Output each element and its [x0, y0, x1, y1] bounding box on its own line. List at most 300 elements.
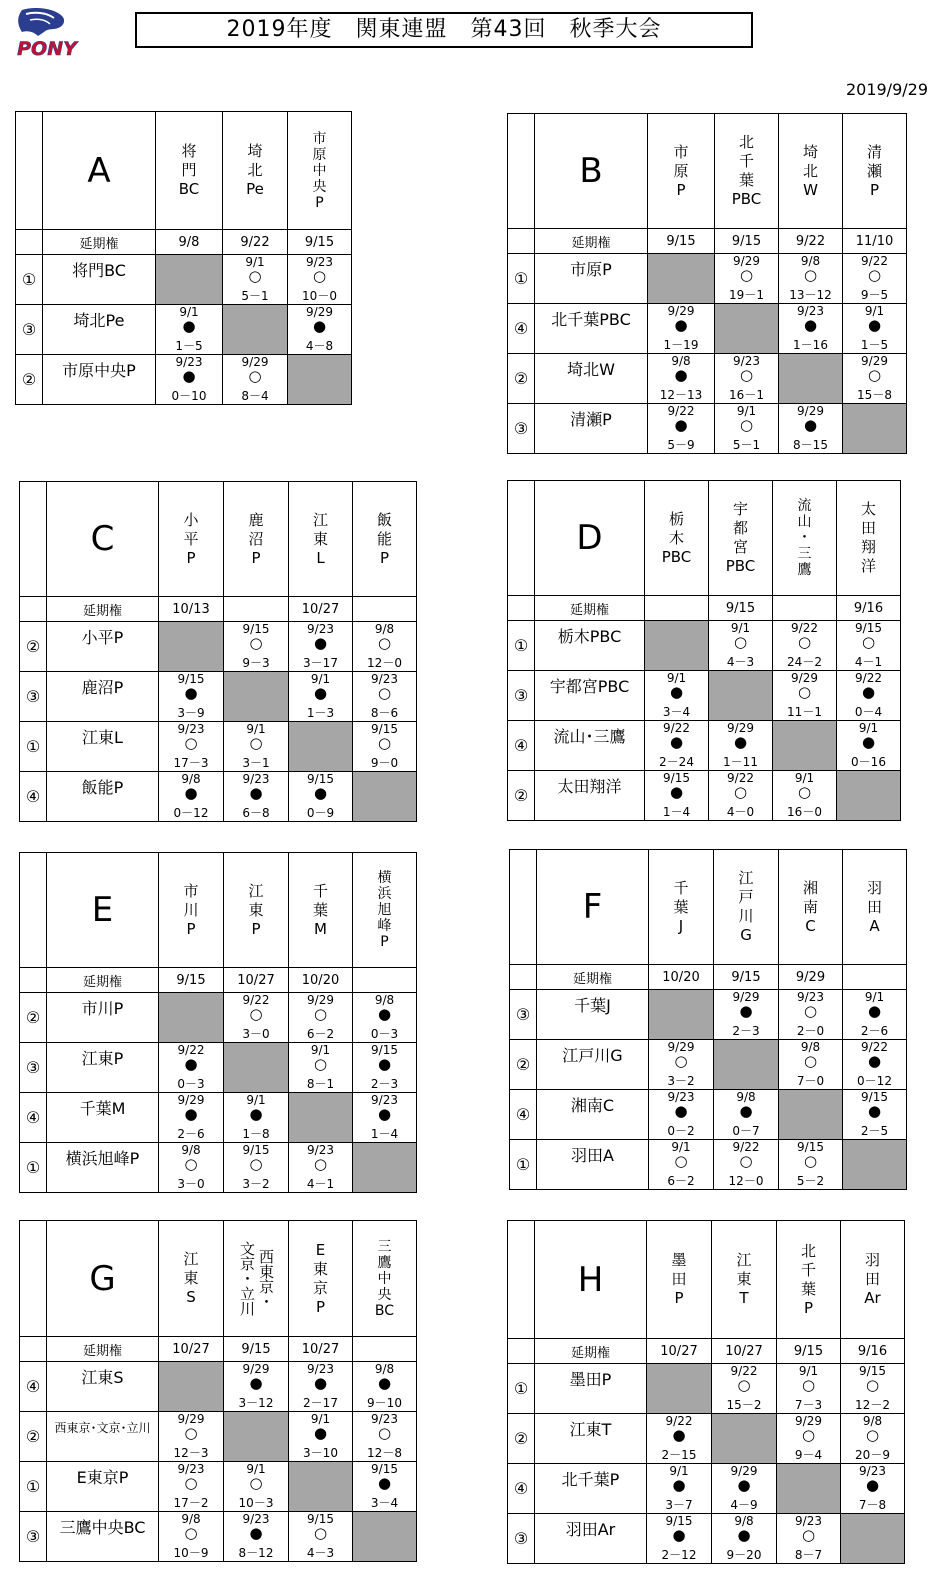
table-row — [508, 304, 907, 354]
match-result-cell — [712, 1514, 777, 1564]
team-header-char: 旭 — [377, 902, 392, 918]
league-letter: G — [47, 1221, 159, 1337]
wins — [543, 452, 551, 454]
win-mark-icon: ○ — [867, 366, 882, 384]
match-date: 9/1 — [858, 721, 879, 735]
match-score: 4－1 — [306, 1177, 335, 1191]
match-result-cell — [779, 254, 843, 304]
loss-mark-icon: ● — [249, 784, 263, 802]
match-result-cell — [837, 721, 901, 771]
runs-allowed — [601, 1562, 616, 1564]
record-dash — [65, 1191, 77, 1193]
team-header — [648, 114, 715, 229]
match-result-cell — [224, 1093, 289, 1143]
loss-mark-icon: ● — [672, 1476, 686, 1494]
win-mark-icon: ○ — [737, 1376, 751, 1394]
league-table-a — [15, 111, 352, 405]
team-header-char: 栃 — [668, 509, 684, 528]
header-corner — [20, 853, 47, 968]
team-header-char: P — [379, 548, 390, 567]
team-header-char: 東 — [183, 1269, 199, 1287]
win-mark-icon: ○ — [733, 633, 748, 651]
postpone-date: 10/27 — [289, 1337, 353, 1362]
team-name: 宇都宮PBC — [549, 677, 630, 696]
loss-mark-icon: ● — [867, 1102, 882, 1120]
diagonal-blank-cell — [777, 1464, 841, 1514]
loss-mark-icon: ● — [377, 1105, 392, 1123]
loss-mark-icon: ● — [184, 784, 198, 802]
match-score: 1－16 — [793, 338, 828, 352]
team-header-char: G — [740, 926, 752, 944]
match-score: 13－12 — [789, 288, 832, 302]
match-date: 9/22 — [730, 1364, 758, 1378]
table-row — [508, 1364, 905, 1414]
team-header-char: 千 — [312, 881, 328, 900]
win-mark-icon: ○ — [803, 1002, 818, 1020]
team-header — [777, 1221, 841, 1339]
match-date: 9/22 — [861, 254, 888, 268]
match-score: 2－3 — [370, 1077, 399, 1091]
match-result-cell — [773, 771, 837, 821]
match-result-cell — [843, 1040, 907, 1090]
team-header-char: 東 — [312, 529, 328, 548]
team-name: 横浜旭峰P — [65, 1149, 140, 1168]
match-score: 7－3 — [794, 1398, 823, 1412]
team-header-char: 太 — [860, 500, 876, 518]
diagonal-blank-cell — [712, 1414, 777, 1464]
match-date: 9/15 — [307, 772, 334, 786]
loss-mark-icon: ● — [313, 784, 328, 802]
rank-cell: ④ — [20, 1362, 47, 1412]
match-score: 1－5 — [860, 338, 889, 352]
match-result-cell — [714, 1090, 779, 1140]
team-name-cell — [535, 1464, 647, 1514]
team-name-cell — [537, 1140, 649, 1190]
team-header — [712, 1221, 777, 1339]
postpone-date: 10/27 — [289, 597, 353, 622]
match-result-cell — [777, 1514, 841, 1564]
win-mark-icon: ○ — [184, 1424, 198, 1442]
match-date: 9/15 — [663, 771, 690, 785]
match-result-cell — [773, 671, 837, 721]
match-result-cell — [353, 1412, 417, 1462]
match-date: 9/22 — [242, 993, 270, 1007]
win-mark-icon: ○ — [248, 267, 262, 285]
postpone-date: 10/27 — [159, 1337, 224, 1362]
team-header-char: 飯 — [376, 510, 392, 529]
win-mark-icon: ○ — [249, 1005, 263, 1023]
team-name-cell — [47, 722, 159, 772]
diagonal-blank-cell — [837, 771, 901, 821]
team-header-char: 都 — [732, 519, 748, 537]
team-header-char: 墨 — [671, 1251, 687, 1269]
team-name: 市川P — [81, 999, 124, 1018]
team-name: 将門BC — [72, 261, 126, 280]
match-result-cell — [224, 772, 289, 822]
team-header-char: P — [251, 919, 261, 938]
match-score: 4－1 — [854, 655, 883, 669]
win-mark-icon: ○ — [801, 1376, 816, 1394]
match-date: 9/22 — [663, 721, 690, 735]
match-result-cell — [648, 304, 715, 354]
header-corner — [20, 482, 47, 597]
match-date: 9/1 — [730, 621, 751, 635]
match-date: 9/15 — [371, 1043, 398, 1057]
rank-cell: ② — [510, 1040, 537, 1090]
table-row — [510, 1040, 907, 1090]
match-result-cell — [223, 355, 288, 405]
postpone-date: 9/8 — [156, 230, 223, 255]
match-score: 1－3 — [306, 706, 335, 720]
team-header-char: 江 — [312, 510, 328, 529]
team-header-char: 宇 — [732, 500, 748, 518]
team-header-char: 東 — [736, 1270, 752, 1288]
win-mark-icon: ○ — [801, 1526, 816, 1544]
team-name: 西東京･文京･立川 — [54, 1421, 151, 1435]
match-date: 9/29 — [732, 990, 760, 1004]
rank-cell: ② — [508, 771, 535, 821]
rank-cell: ① — [508, 621, 535, 671]
match-result-cell — [843, 990, 907, 1040]
team-header-char: 市 — [312, 130, 327, 147]
match-score: 5－9 — [667, 438, 695, 452]
match-date: 9/8 — [800, 1040, 821, 1054]
team-header-char: 北 — [738, 133, 754, 151]
win-mark-icon: ○ — [249, 1155, 263, 1173]
diagonal-blank-cell — [709, 671, 773, 721]
postpone-date: 10/27 — [712, 1339, 777, 1364]
win-mark-icon: ○ — [674, 1052, 688, 1070]
match-date: 9/1 — [310, 672, 331, 686]
team-header-char: P — [674, 1289, 684, 1307]
team-name-cell — [535, 304, 648, 354]
team-header — [156, 112, 223, 230]
match-score: 0－12 — [173, 806, 209, 820]
team-name: 三鷹中央BC — [59, 1518, 146, 1537]
match-date: 9/29 — [177, 1412, 205, 1426]
diagonal-blank-cell — [289, 1462, 353, 1512]
team-header-char: 羽 — [866, 878, 882, 897]
match-result-cell — [647, 1514, 712, 1564]
page-title: 2019年度 関東連盟 第43回 秋季大会 — [135, 12, 753, 48]
win-mark-icon: ○ — [377, 634, 392, 652]
postpone-label: 延期権 — [43, 230, 156, 255]
rank-cell: ① — [20, 1143, 47, 1193]
match-score: 0－3 — [370, 1027, 399, 1041]
team-header — [289, 1221, 353, 1337]
postpone-date: 10/27 — [224, 968, 289, 993]
team-name-cell — [535, 1364, 647, 1414]
team-header-char: 中 — [377, 1270, 392, 1287]
match-score: 4－9 — [730, 1498, 758, 1512]
win-mark-icon: ○ — [312, 267, 327, 285]
team-header — [773, 481, 837, 596]
postpone-date — [353, 968, 417, 993]
win-mark-icon: ○ — [248, 367, 262, 385]
loss-mark-icon: ● — [733, 733, 748, 751]
team-name-cell — [47, 1093, 159, 1143]
team-header — [224, 1221, 289, 1337]
loss-mark-icon: ● — [674, 416, 688, 434]
match-result-cell — [223, 255, 288, 305]
match-date: 9/23 — [175, 355, 203, 369]
postpone-corner — [20, 968, 47, 993]
loss-mark-icon: ● — [739, 1102, 753, 1120]
match-date: 9/1 — [864, 304, 885, 318]
loss-mark-icon: ● — [669, 733, 684, 751]
losses — [569, 1188, 577, 1190]
match-score: 9－3 — [242, 656, 270, 670]
runs-allowed — [113, 820, 128, 822]
table-row — [508, 1464, 905, 1514]
postpone-label: 延期権 — [537, 965, 649, 990]
team-header-char: 原 — [312, 146, 327, 163]
match-score: 12－0 — [367, 656, 402, 670]
match-result-cell — [841, 1364, 905, 1414]
record-dash — [553, 1562, 565, 1564]
team-header-char: 中 — [312, 162, 327, 179]
team-header-char: 清 — [866, 142, 882, 161]
match-result-cell — [709, 621, 773, 671]
match-result-cell — [159, 722, 224, 772]
team-name-cell — [537, 990, 649, 1040]
match-result-cell — [159, 1143, 224, 1193]
loss-mark-icon: ● — [739, 1002, 753, 1020]
rank-cell: ④ — [508, 721, 535, 771]
match-date: 9/29 — [791, 671, 818, 685]
record-paren-open — [579, 452, 591, 454]
league-letter: E — [47, 853, 159, 968]
wins — [55, 820, 63, 822]
match-score: 2－6 — [860, 1024, 889, 1038]
header-corner — [20, 1221, 47, 1337]
match-score: 0－16 — [851, 755, 886, 769]
table-row — [20, 1412, 417, 1462]
postpone-date — [353, 1337, 417, 1362]
runs-allowed — [601, 819, 609, 821]
postpone-date: 9/16 — [837, 596, 901, 621]
match-date: 9/8 — [734, 1514, 754, 1528]
match-date: 9/22 — [665, 1414, 693, 1428]
rank-cell: ④ — [508, 1464, 535, 1514]
match-date: 9/29 — [177, 1093, 205, 1107]
record-paren-open — [579, 819, 591, 821]
match-score: 9－4 — [794, 1448, 823, 1462]
team-header-char: 葉 — [738, 171, 754, 189]
record-paren-close — [635, 452, 647, 454]
match-score: 6－2 — [667, 1174, 695, 1188]
win-mark-icon: ○ — [377, 734, 392, 752]
match-score: 2－0 — [796, 1024, 825, 1038]
match-date: 9/23 — [667, 1090, 695, 1104]
team-header-char: 洋 — [860, 557, 876, 575]
team-name: 千葉M — [79, 1099, 126, 1118]
league-table-b — [507, 113, 907, 454]
team-header-char: P — [803, 1298, 814, 1317]
match-result-cell — [779, 304, 843, 354]
team-name-cell — [47, 1462, 159, 1512]
match-score: 8－15 — [793, 438, 828, 452]
team-name: 江東L — [82, 728, 123, 747]
team-name: 墨田P — [569, 1370, 612, 1389]
table-row — [20, 1043, 417, 1093]
match-date: 9/23 — [306, 255, 333, 269]
table-row — [510, 990, 907, 1040]
match-result-cell — [159, 1412, 224, 1462]
win-mark-icon: ○ — [739, 416, 754, 434]
diagonal-blank-cell — [773, 721, 837, 771]
header-corner — [508, 1221, 535, 1339]
match-result-cell — [156, 305, 223, 355]
match-date: 9/1 — [864, 990, 885, 1004]
team-header-char: 東 — [248, 900, 264, 919]
team-header-text: 西東京・ — [257, 1248, 275, 1309]
match-date: 9/29 — [667, 304, 695, 318]
match-date: 9/22 — [177, 1043, 205, 1057]
team-header — [779, 850, 843, 965]
match-result-cell — [649, 1040, 714, 1090]
match-score: 3－0 — [242, 1027, 270, 1041]
pony-logo — [4, 6, 90, 58]
team-header-char: E — [315, 1240, 326, 1259]
team-header — [843, 114, 907, 229]
team-header — [289, 853, 353, 968]
team-name: 小平P — [81, 628, 124, 647]
team-header — [353, 853, 417, 968]
team-header — [714, 850, 779, 965]
diagonal-blank-cell — [841, 1514, 905, 1564]
match-result-cell — [645, 721, 709, 771]
team-header-char: 羽 — [864, 1251, 880, 1269]
match-score: 4－3 — [726, 655, 755, 669]
match-result-cell — [648, 354, 715, 404]
match-date: 9/1 — [246, 1093, 266, 1107]
runs-allowed — [603, 1188, 611, 1190]
postpone-date — [645, 596, 709, 621]
table-row — [508, 404, 907, 454]
team-name-cell — [43, 355, 156, 405]
team-header-char: 江 — [736, 1251, 752, 1269]
match-score: 19－1 — [729, 288, 764, 302]
match-score: 12－8 — [367, 1446, 402, 1460]
team-header-char: 戸 — [738, 888, 754, 906]
team-name: 清瀬P — [570, 410, 612, 429]
match-date: 9/15 — [307, 1512, 334, 1526]
team-header-char: PBC — [661, 547, 692, 566]
team-name: 太田翔洋 — [557, 777, 622, 796]
win-mark-icon: ○ — [184, 1524, 198, 1542]
match-result-cell — [289, 1043, 353, 1093]
win-mark-icon: ○ — [861, 633, 876, 651]
losses — [79, 1560, 87, 1562]
match-score: 3－2 — [242, 1177, 270, 1191]
diagonal-blank-cell — [353, 772, 417, 822]
team-header-char: 門 — [181, 161, 197, 179]
team-header — [647, 1221, 712, 1339]
match-result-cell — [224, 1462, 289, 1512]
match-score: 9－0 — [370, 756, 399, 770]
diagonal-blank-cell — [647, 1364, 712, 1414]
postpone-date: 9/15 — [777, 1339, 841, 1364]
team-header-char: 平 — [183, 529, 199, 548]
team-name-cell — [535, 671, 645, 721]
team-name: 北千葉P — [561, 1470, 620, 1489]
rank-cell: ③ — [508, 671, 535, 721]
league-table-c — [19, 481, 417, 822]
team-name-cell — [47, 1143, 159, 1193]
team-name: 流山･三鷹 — [553, 727, 626, 746]
win-mark-icon: ○ — [739, 366, 754, 384]
losses — [567, 452, 575, 454]
match-result-cell — [289, 1512, 353, 1562]
match-result-cell — [289, 993, 353, 1043]
table-row — [16, 355, 352, 405]
team-header-char: P — [315, 1297, 326, 1316]
match-result-cell — [779, 1140, 843, 1190]
losses — [567, 819, 575, 821]
record-dash — [555, 1188, 567, 1190]
rank-cell: ④ — [508, 304, 535, 354]
match-result-cell — [645, 771, 709, 821]
team-header-char: L — [316, 548, 325, 567]
match-date: 9/1 — [798, 1364, 819, 1378]
loss-mark-icon: ● — [313, 684, 328, 702]
loss-mark-icon: ● — [737, 1526, 751, 1544]
diagonal-blank-cell — [159, 993, 224, 1043]
match-score: 1－11 — [723, 755, 758, 769]
diagonal-blank-cell — [645, 621, 709, 671]
postpone-label: 延期権 — [47, 597, 159, 622]
team-name-cell — [47, 622, 159, 672]
loss-mark-icon: ● — [867, 316, 882, 334]
match-result-cell — [353, 622, 417, 672]
postpone-date: 9/15 — [709, 596, 773, 621]
match-result-cell — [289, 772, 353, 822]
team-header-char: M — [314, 919, 327, 938]
loss-mark-icon: ● — [377, 1374, 392, 1392]
match-score: 5－1 — [241, 289, 269, 303]
match-result-cell — [159, 672, 224, 722]
diagonal-blank-cell — [779, 354, 843, 404]
match-date: 9/22 — [667, 404, 695, 418]
league-letter: A — [43, 112, 156, 230]
losses — [79, 1191, 87, 1193]
table-row — [20, 1512, 417, 1562]
loss-mark-icon: ● — [865, 1476, 880, 1494]
league-table-f — [509, 849, 907, 1190]
table-row — [20, 1462, 417, 1512]
win-mark-icon: ○ — [313, 1524, 328, 1542]
table-row — [508, 1514, 905, 1564]
header-corner — [16, 112, 43, 230]
loss-mark-icon: ● — [312, 317, 327, 335]
team-header — [159, 1221, 224, 1337]
match-date: 9/8 — [671, 354, 691, 368]
match-result-cell — [224, 993, 289, 1043]
postpone-date: 9/15 — [714, 965, 779, 990]
record-paren-open — [87, 403, 99, 405]
team-name-cell — [537, 1040, 649, 1090]
loss-mark-icon: ● — [674, 1102, 688, 1120]
match-score: 0－12 — [857, 1074, 892, 1088]
team-header-char: 原 — [673, 161, 689, 180]
win-mark-icon: ○ — [249, 634, 263, 652]
team-header — [779, 114, 843, 229]
team-header — [645, 481, 709, 596]
rank-cell: ③ — [20, 1512, 47, 1562]
loss-mark-icon: ● — [249, 1105, 263, 1123]
match-score: 3－9 — [177, 706, 205, 720]
